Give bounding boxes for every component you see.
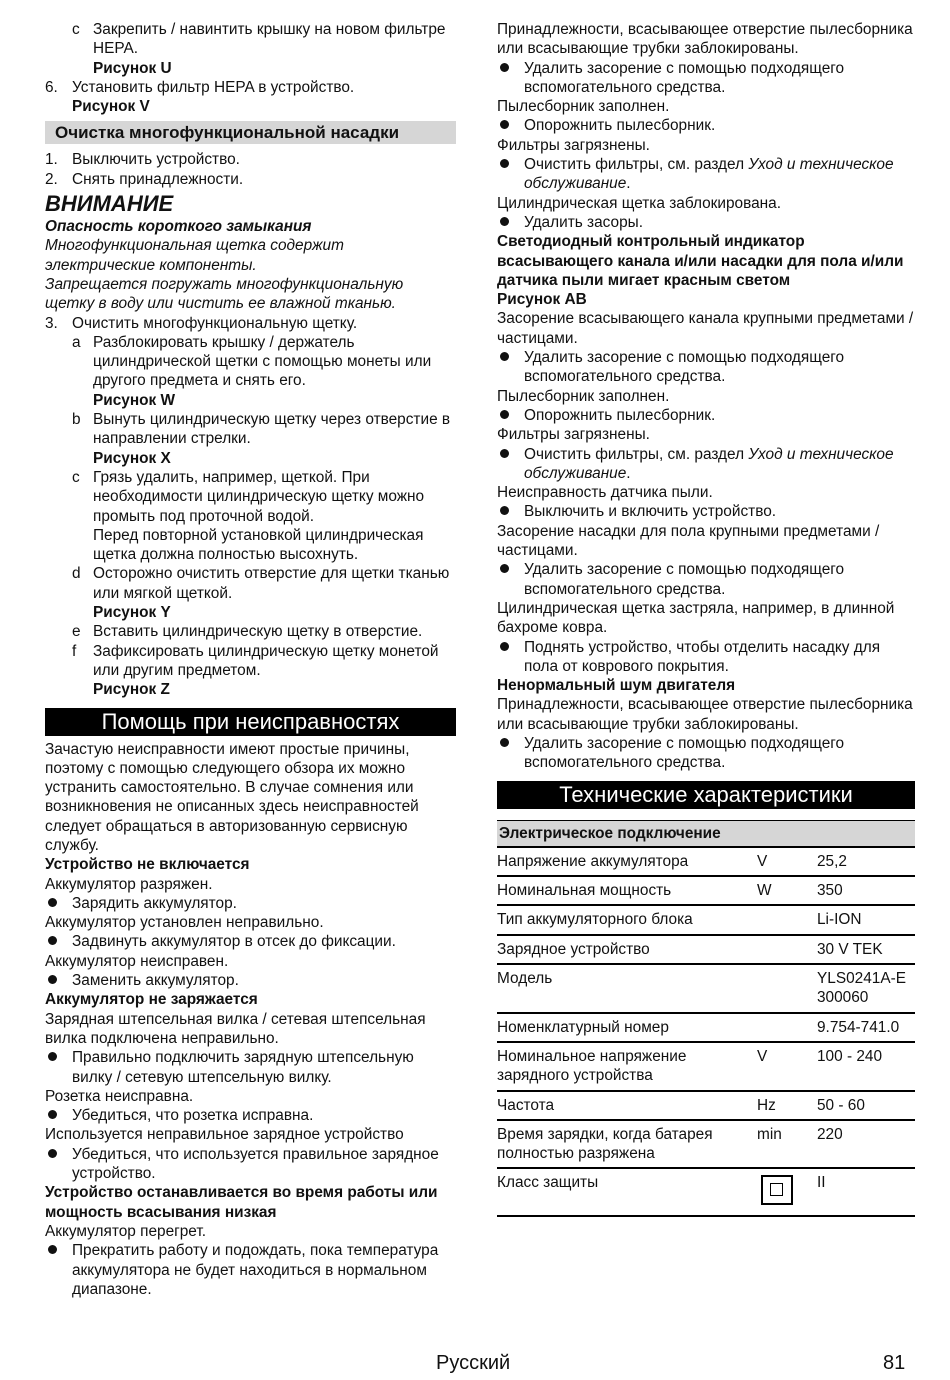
bullet-icon (497, 560, 524, 599)
spec-value: II (817, 1168, 915, 1215)
spec-label: Тип аккумуляторного блока (497, 905, 757, 934)
spec-label: Модель (497, 964, 757, 1013)
cause-text: Цилиндрическая щетка заблокирована. (497, 194, 782, 212)
cause-text: Неисправность датчика пыли. (497, 484, 713, 502)
remedy-item: Очистить фильтры, см. раздел Уход и техническое обслуживание. (497, 155, 915, 194)
cause-text: Засорение всасывающего канала крупными предметами / частицами. (497, 310, 914, 347)
cause-text: Фильтры загрязнены. (497, 426, 650, 444)
table-row (497, 847, 915, 876)
bullet-icon (497, 406, 524, 425)
remedy-item: Удалить засорение с помощью подходящего вспомогательного средства. (497, 734, 915, 773)
spec-unit (757, 964, 817, 1013)
section-heading: Помощь при неисправностях (45, 708, 456, 736)
cause-text: Аккумулятор перегрет. (45, 1222, 206, 1240)
section-heading: Технические характеристики (497, 781, 915, 809)
footer-language: Русский (436, 1352, 511, 1374)
remedy-item: Прекратить работу и подождать, пока температура аккумулятора не будет находиться в нормальном диапазоне. (45, 1241, 456, 1299)
bullet-icon (497, 638, 524, 677)
section-heading: Очистка многофункциональной насадки (45, 121, 456, 144)
figure-ref: Рисунок U (93, 59, 172, 77)
remedy-item: Удалить засорение с помощью подходящего вспомогательного средства. (497, 59, 915, 98)
spec-value: Li-ION (817, 905, 915, 934)
spec-label: Напряжение аккумулятора (497, 847, 757, 876)
cause-text: Принадлежности, всасывающее отверстие пылесборника или всасывающие трубки заблокированы. (497, 21, 913, 58)
remedy-item: Очистить фильтры, см. раздел Уход и техническое обслуживание. (497, 445, 915, 484)
spec-value: 50 - 60 (817, 1091, 915, 1120)
remedy-item: Выключить и включить устройство. (497, 502, 915, 521)
bullet-icon (497, 502, 524, 521)
table-row (497, 964, 915, 1013)
list-item: 3. Очистить многофункциональную щетку. (45, 314, 358, 332)
table-row (497, 1120, 915, 1169)
spec-unit: Hz (757, 1091, 817, 1120)
list-item: e Вставить цилиндрическую щетку в отверстие. (72, 623, 423, 641)
left-column (45, 20, 456, 1299)
table-row (497, 905, 915, 934)
list-item: 2. Снять принадлежности. (45, 170, 244, 188)
remedy-item: Удалить засорение с помощью подходящего вспомогательного средства. (497, 348, 915, 387)
spec-value: 25,2 (817, 847, 915, 876)
table-header-row (497, 820, 915, 847)
spec-value: 100 - 240 (817, 1042, 915, 1091)
table-row (497, 1168, 915, 1215)
bullet-icon (45, 1106, 72, 1125)
spec-label: Номенклатурный номер (497, 1013, 757, 1042)
figure-ref: Рисунок W (93, 391, 176, 409)
remedy-item: Опорожнить пылесборник. (497, 406, 915, 425)
figure-ref: Рисунок Y (93, 604, 171, 622)
spec-label: Время зарядки, когда батарея полностью разряжена (497, 1120, 757, 1169)
bullet-icon (45, 1145, 72, 1184)
spec-value: YLS0241A-E300060 (817, 964, 915, 1013)
list-item: a Разблокировать крышку / держатель цилиндрической щетки с помощью монеты или другого предмета и снять его. Рисунок W (72, 333, 432, 409)
right-column (497, 20, 915, 1217)
spec-label: Номинальная мощность (497, 876, 757, 905)
cause-text: Засорение насадки для пола крупными предметами / частицами. (497, 522, 880, 560)
bullet-icon (45, 1241, 72, 1299)
bullet-icon (497, 116, 524, 135)
cause-text: Зарядная штепсельная вилка / сетевая штепсельная вилка подключена неправильно. (45, 1010, 426, 1047)
cause-text: Аккумулятор установлен неправильно. (45, 914, 324, 932)
bullet-icon (497, 213, 524, 232)
remedy-item: Поднять устройство, чтобы отделить насадку для пола от коврового покрытия. (497, 638, 915, 677)
list-item: d Осторожно очистить отверстие для щетки тканью или мягкой щеткой. Рисунок Y (72, 565, 450, 622)
table-row (497, 876, 915, 905)
cause-text: Аккумулятор разряжен. (45, 875, 213, 893)
problem-heading: Устройство не включается (45, 856, 250, 874)
figure-ref: Рисунок AB (497, 291, 587, 309)
problem-heading: Ненормальный шум двигателя (497, 677, 736, 695)
bullet-icon (45, 894, 72, 913)
cause-text: Пылесборник заполнен. (497, 387, 670, 405)
warning-heading: ВНИМАНИЕ (45, 191, 174, 217)
cause-text: Используется неправильное зарядное устройство (45, 1126, 404, 1144)
spec-unit (757, 1013, 817, 1042)
problem-heading: Аккумулятор не заряжается (45, 991, 258, 1009)
spec-unit: V (757, 847, 817, 876)
bullet-icon (497, 445, 524, 484)
remedy-item: Убедиться, что используется правильное зарядное устройство. (45, 1145, 456, 1184)
cause-text: Фильтры загрязнены. (497, 136, 650, 154)
specs-table (497, 820, 915, 1217)
spec-label: Класс защиты (497, 1168, 757, 1215)
table-row (497, 1091, 915, 1120)
spec-unit: min (757, 1120, 817, 1169)
bullet-icon (497, 348, 524, 387)
table-row (497, 1013, 915, 1042)
warning-text: Запрещается погружать многофункциональную щетку в воду или чистить ее влажной тканью. (45, 275, 404, 313)
list-item: 6. Установить фильтр HEPA в устройство. Рисунок V (45, 78, 355, 116)
bullet-icon (45, 971, 72, 990)
list-item: f Зафиксировать цилиндрическую щетку монетой или другим предметом. Рисунок Z (72, 642, 439, 699)
spec-value: 9.754-741.0 (817, 1013, 915, 1042)
page-number: 81 (883, 1352, 906, 1374)
spec-unit (757, 905, 817, 934)
cross-reference: Уход и техническое обслуживание (524, 445, 894, 482)
cause-text: Пылесборник заполнен. (497, 98, 670, 116)
remedy-item: Правильно подключить зарядную штепсельную вилку / сетевую штепсельную вилку. (45, 1048, 456, 1087)
spec-unit (757, 935, 817, 964)
bullet-icon (45, 1048, 72, 1087)
remedy-item: Удалить засорение с помощью подходящего вспомогательного средства. (497, 560, 915, 599)
figure-ref: Рисунок V (72, 98, 150, 116)
remedy-item: Удалить засоры. (497, 213, 915, 232)
spec-unit: W (757, 876, 817, 905)
cross-reference: Уход и техническое обслуживание (524, 156, 894, 193)
remedy-item: Зарядить аккумулятор. (45, 894, 456, 913)
cause-text: Принадлежности, всасывающее отверстие пылесборника или всасывающие трубки заблокированы. (497, 696, 913, 733)
spec-label: Номинальное напряжение зарядного устройства (497, 1042, 757, 1091)
list-item: c Закрепить / навинтить крышку на новом фильтре HEPA. Рисунок U (72, 21, 446, 77)
intro-paragraph: Зачастую неисправности имеют простые причины, поэтому с помощью следующего обзора их можно устранить самостоятельно. В случае сомнения или возникновения не описанных здесь неисправностей следует обращаться в авторизованную сервисную службу. (45, 740, 419, 854)
bullet-icon (45, 932, 72, 951)
remedy-item: Убедиться, что розетка исправна. (45, 1106, 456, 1125)
list-item: b Вынуть цилиндрическую щетку через отверстие в направлении стрелки. Рисунок X (72, 411, 451, 467)
spec-value: 220 (817, 1120, 915, 1169)
spec-label: Частота (497, 1091, 757, 1120)
table-row (497, 935, 915, 964)
figure-ref: Рисунок Z (93, 681, 170, 699)
list-item: 1. Выключить устройство. (45, 151, 240, 169)
table-header: Электрическое подключение (497, 820, 915, 847)
remedy-item: Заменить аккумулятор. (45, 971, 456, 990)
problem-heading: Светодиодный контрольный индикатор всасывающего канала и/или насадки для пола и/или датчика пыли мигает красным светом (497, 233, 904, 289)
bullet-icon (497, 734, 524, 773)
remedy-item: Опорожнить пылесборник. (497, 116, 915, 135)
spec-value: 30 V TEK (817, 935, 915, 964)
spec-value: 350 (817, 876, 915, 905)
protection-class-ii-icon (761, 1175, 793, 1205)
bullet-icon (497, 59, 524, 98)
cause-text: Розетка неисправна. (45, 1087, 194, 1105)
problem-heading: Устройство останавливается во время работы или мощность всасывания низкая (45, 1184, 438, 1221)
cause-text: Цилиндрическая щетка застряла, например, в длинной бахроме ковра. (497, 599, 895, 637)
spec-label: Зарядное устройство (497, 935, 757, 964)
figure-ref: Рисунок X (93, 449, 171, 467)
bullet-icon (497, 155, 524, 194)
remedy-item: Задвинуть аккумулятор в отсек до фиксации. (45, 932, 456, 951)
cause-text: Аккумулятор неисправен. (45, 952, 229, 970)
spec-unit: V (757, 1042, 817, 1091)
warning-text: Многофункциональная щетка содержит электрические компоненты. (45, 237, 344, 274)
danger-title: Опасность короткого замыкания (45, 218, 312, 236)
list-item: c Грязь удалить, например, щеткой. При необходимости цилиндрическую щетку можно промыть под проточной водой. Перед повторной установкой цилиндрическая щетка должна полностью высохнуть. (72, 468, 425, 564)
table-row (497, 1042, 915, 1091)
